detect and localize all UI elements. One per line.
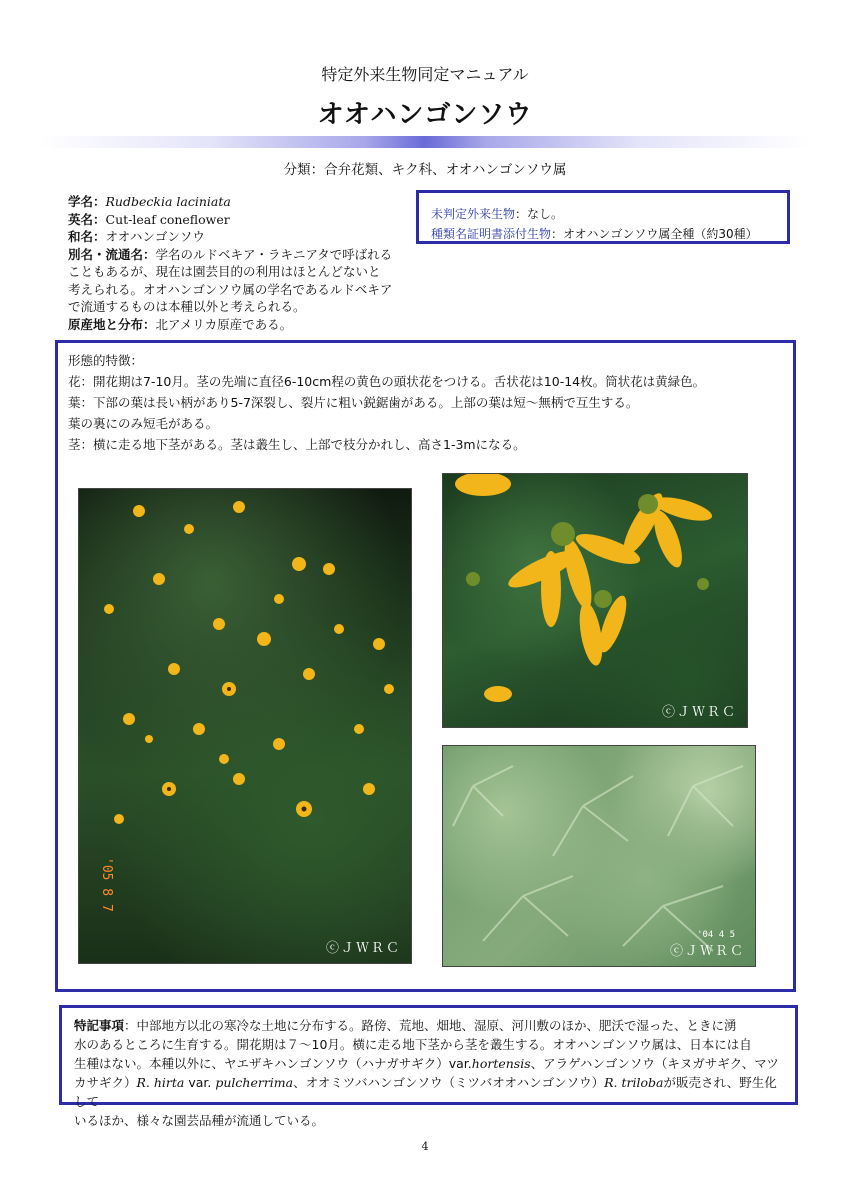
notes-text-4a: カサギク） xyxy=(74,1075,137,1090)
page-number: 4 xyxy=(421,1140,429,1153)
notes-italic-4b: pulcherrima xyxy=(215,1075,294,1090)
photo-plant-colony xyxy=(78,488,412,964)
classification: 分類：合弁花類、キク科、オオハンゴンソウ属 xyxy=(283,162,567,178)
alias-text-1: 学名のルドベキア・ラキニアタで呼ばれる xyxy=(155,246,393,262)
certificate-value: ：オオハンゴンソウ属全種（約30種） xyxy=(551,227,758,241)
notes-line-2: 水のあるところに生育する。開花期は７～10月。横に走る地下茎から茎を叢生する。オオハンゴンソウ属は、日本には自 xyxy=(74,1037,752,1052)
photo-credit: ⓒＪＷＲＣ xyxy=(661,705,737,720)
certificate-line xyxy=(431,224,787,244)
alias-line-3: 考えられる。オオハンゴンソウ属の学名であるルドベキア xyxy=(68,281,393,297)
alias-line-4: で流通するものは本種以外と考えられる。 xyxy=(68,299,306,314)
origin-line xyxy=(68,316,413,334)
notes-line-5: いるほか、様々な園芸品種が流通している。 xyxy=(74,1113,325,1128)
japanese-name-value: オオハンゴンソウ xyxy=(105,229,205,244)
photo-leaves xyxy=(442,745,756,967)
scientific-name-line xyxy=(68,193,413,211)
notes-text-1: ：中部地方以北の寒冷な土地に分布する。路傍、荒地、畑地、湿原、河川敷のほか、肥沃で湿った、ときに湧 xyxy=(124,1018,737,1033)
notes-text-4d: が販売され、野生化して xyxy=(74,1075,777,1109)
morphology-leaf-1: 葉：下部の葉は長い柄があり5-7深裂し、裂片に粗い鋭鋸歯がある。上部の葉は短～無柄で互生する。 xyxy=(68,395,639,410)
origin-label: 原産地と分布： xyxy=(68,316,156,332)
undetermined-label: 未判定外来生物 xyxy=(431,207,516,221)
photo-credit: ⓒＪＷＲＣ xyxy=(669,944,745,959)
flower-scatter-1 xyxy=(79,489,412,964)
date-stamp: '05 8 7 xyxy=(99,857,114,912)
species-names-block xyxy=(68,193,413,333)
notes-line-4 xyxy=(74,1073,783,1111)
scientific-name-label: 学名： xyxy=(68,194,106,209)
notes-text-4c: 、オオミツバハンゴンソウ（ミツバオオハンゴンソウ） xyxy=(293,1075,605,1090)
alias-line-1 xyxy=(68,246,413,264)
notes-line-1 xyxy=(74,1016,783,1035)
japanese-name-label: 和名： xyxy=(68,229,106,244)
alias-label: 別名・流通名： xyxy=(68,246,156,262)
morphology-stem: 茎：横に走る地下茎がある。茎は叢生し、上部で枝分かれし、高さ1-3mになる。 xyxy=(68,437,526,452)
japanese-name-line xyxy=(68,228,413,246)
english-name-label: 英名： xyxy=(68,211,106,227)
morphology-heading: 形態的特徴： xyxy=(68,353,144,368)
photo-flower-closeup xyxy=(442,473,748,728)
species-title: オオハンゴンソウ xyxy=(317,100,533,130)
notes-text-3a: 生種はない。本種以外に、ヤエザキハンゴンソウ（ハナガサギク）var. xyxy=(74,1056,472,1071)
notes-italic-3: hortensis xyxy=(471,1056,531,1071)
notes-italic-4c: R. triloba xyxy=(604,1075,664,1090)
origin-value: 北アメリカ原産である。 xyxy=(155,316,293,332)
photo-credit: ⓒＪＷＲＣ xyxy=(325,941,401,956)
flower-closeup-art xyxy=(443,474,748,728)
date-stamp: '04 4 5 xyxy=(697,930,735,940)
title-gradient-bar xyxy=(40,136,810,148)
notes-box xyxy=(59,1005,798,1128)
alias-line-2: こともあるが、現在は園芸目的の利用はほとんどないと xyxy=(68,264,381,279)
notes-line-3 xyxy=(74,1054,783,1073)
morphology-text xyxy=(68,350,788,455)
manual-title: 特定外来生物同定マニュアル xyxy=(321,65,529,84)
morphology-flower: 花：開花期は7-10月。茎の先端に直径6-10cm程の黄色の頭状花をつける。舌状花は10-14枚。筒状花は黄緑色。 xyxy=(68,374,706,389)
english-name-line xyxy=(68,211,413,229)
morphology-leaf-2: 葉の裏にのみ短毛がある。 xyxy=(68,416,219,431)
notes-text-3b: 、アラゲハンゴンソウ（キヌガサギク、マツ xyxy=(530,1056,779,1071)
notes-italic-4a: R. hirta xyxy=(136,1075,185,1090)
regulation-box xyxy=(416,190,790,244)
scientific-name-value: Rudbeckia laciniata xyxy=(105,194,231,209)
english-name-value: Cut-leaf coneflower xyxy=(105,211,230,227)
certificate-label: 種類名証明書添付生物 xyxy=(431,227,552,241)
undetermined-line xyxy=(431,204,787,224)
undetermined-value: ：なし。 xyxy=(515,207,564,221)
notes-text-4b: var. xyxy=(184,1075,216,1090)
notes-label: 特記事項 xyxy=(74,1018,125,1033)
